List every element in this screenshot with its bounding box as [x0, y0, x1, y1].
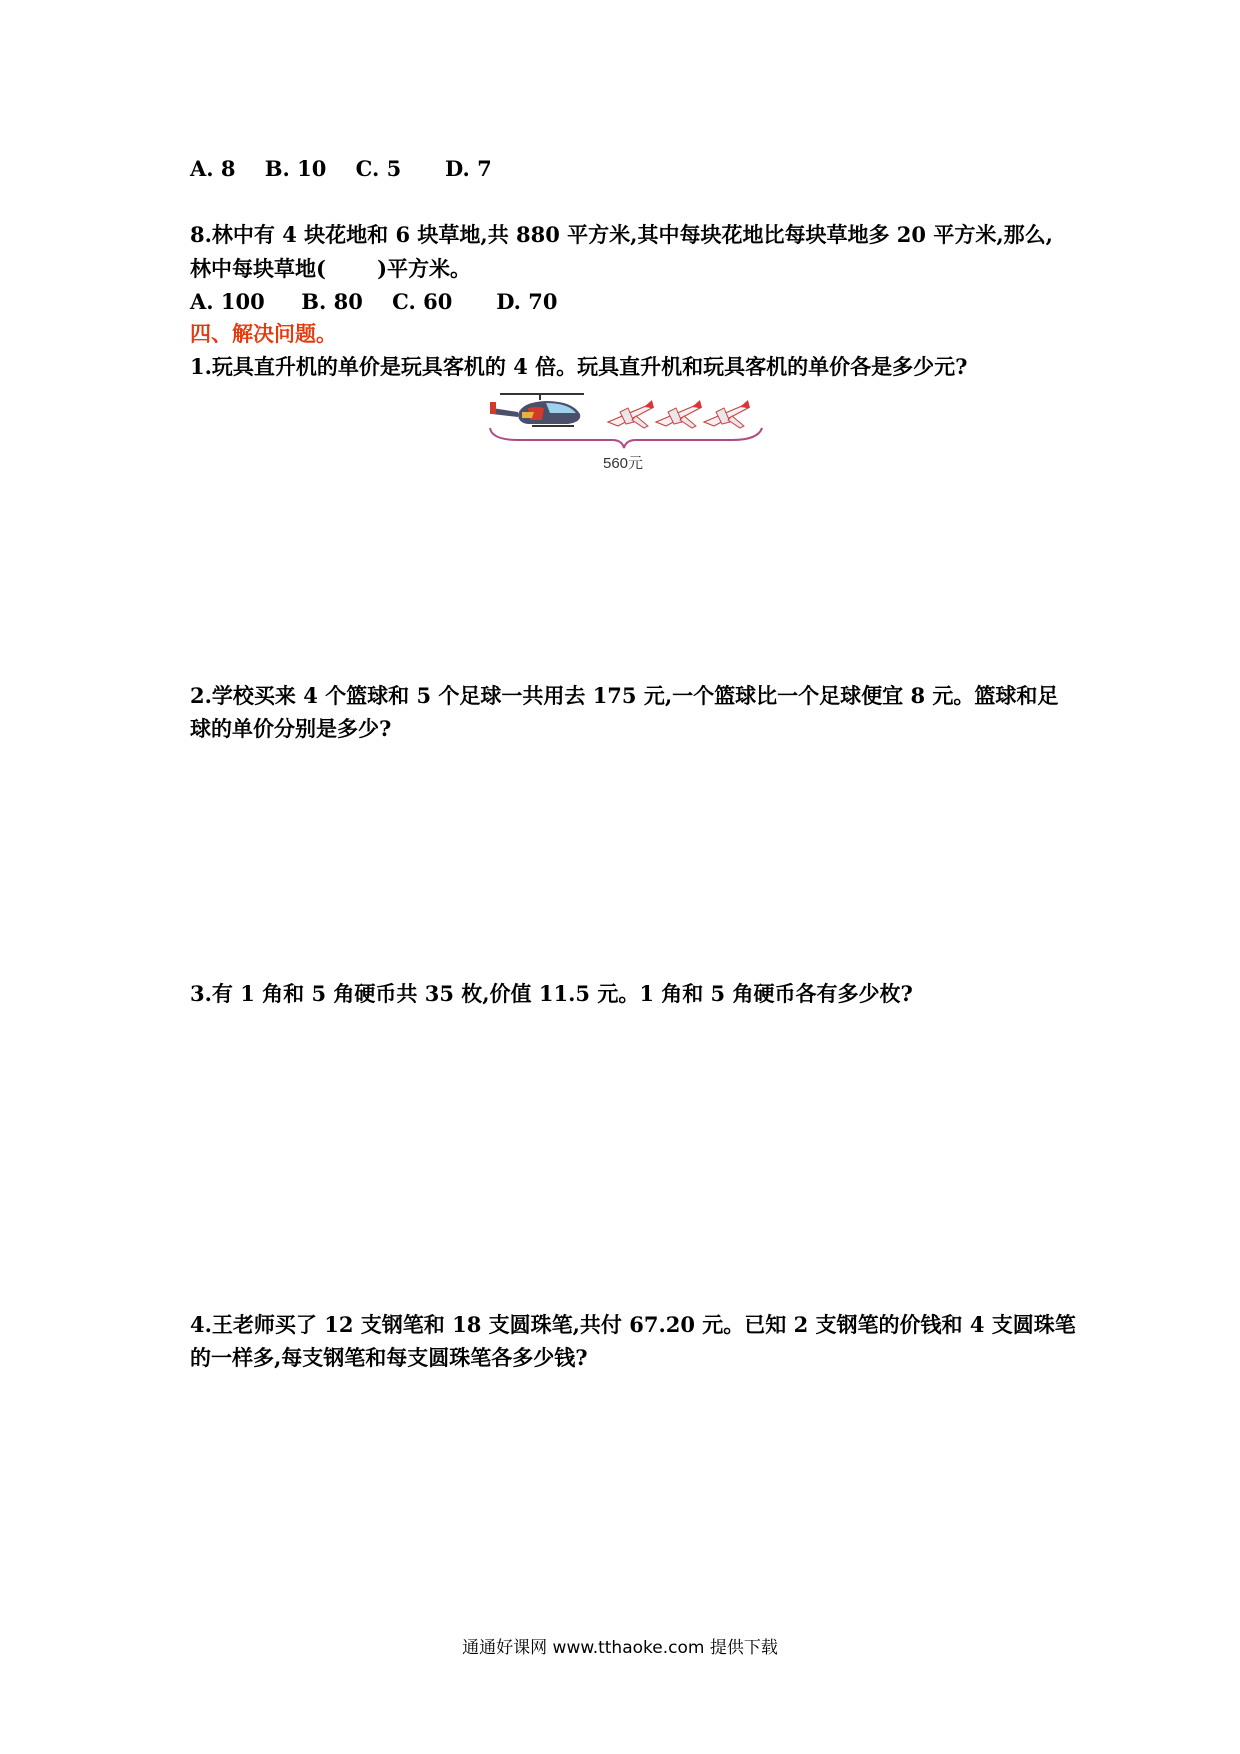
footer-credit: 通通好课网 www.tthaoke.com 提供下载	[462, 1638, 778, 1658]
helicopter-icon	[490, 394, 584, 426]
airplane-icon	[656, 400, 702, 428]
q8-options: A. 100 B. 80 C. 60 D. 70	[190, 289, 558, 314]
section-heading: 四、解决问题。	[190, 321, 337, 346]
problem-4-line2: 的一样多,每支钢笔和每支圆珠笔各多少钱?	[190, 1345, 588, 1370]
problem-4-line1: 4.王老师买了 12 支钢笔和 18 支圆珠笔,共付 67.20 元。已知 2 支钢笔的价钱和 4 支圆珠笔	[190, 1312, 1076, 1337]
problem-2-line2: 球的单价分别是多少?	[190, 716, 392, 741]
brace-total-label: 560元	[602, 455, 644, 472]
q7-options: A. 8 B. 10 C. 5 D. 7	[190, 156, 492, 181]
helicopter-planes-figure	[488, 390, 768, 480]
q8-text-line1: 8.林中有 4 块花地和 6 块草地,共 880 平方米,其中每块花地比每块草地多 20 平方米,那么,	[190, 222, 1053, 247]
problem-1: 1.玩具直升机的单价是玩具客机的 4 倍。玩具直升机和玩具客机的单价各是多少元?	[190, 354, 968, 379]
airplane-icon	[608, 400, 654, 428]
problem-3: 3.有 1 角和 5 角硬币共 35 枚,价值 11.5 元。1 角和 5 角硬币各有多少枚?	[190, 981, 913, 1006]
brace	[490, 428, 762, 448]
airplane-icon	[704, 400, 750, 428]
q8-text-line2: 林中每块草地( )平方米。	[190, 256, 472, 281]
problem-2-line1: 2.学校买来 4 个篮球和 5 个足球一共用去 175 元,一个篮球比一个足球便宜 8 元。篮球和足	[190, 683, 1059, 708]
